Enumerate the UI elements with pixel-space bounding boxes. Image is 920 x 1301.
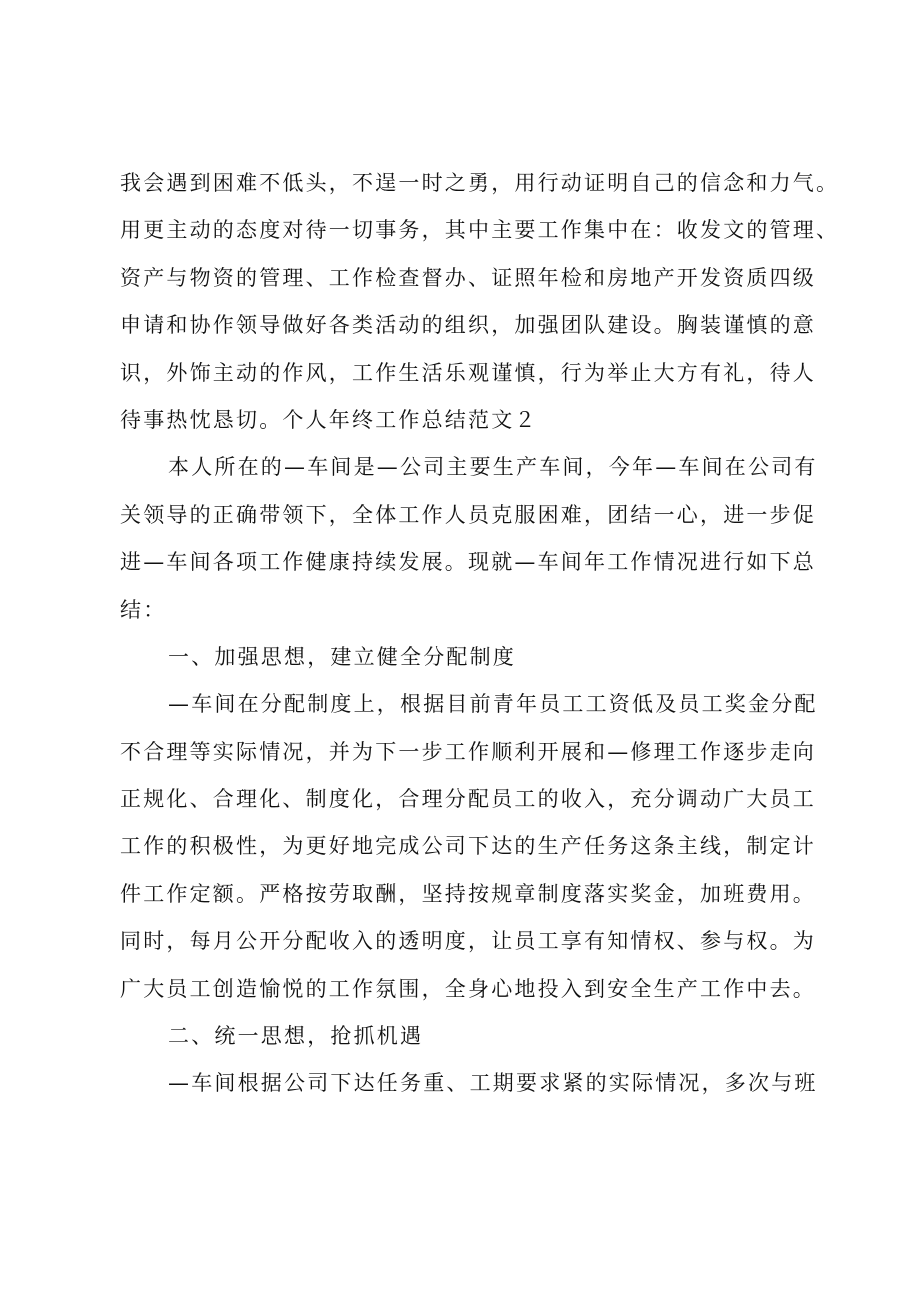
section-heading: 一、加强思想，建立健全分配制度: [168, 644, 516, 669]
text-line: 资产与物资的管理、工作检查督办、证照年检和房地产开发资质四级: [120, 265, 816, 290]
text-line: 进—车间各项工作健康持续发展。现就—车间年工作情况进行如下总: [120, 550, 816, 575]
text-line: 申请和协作领导做好各类活动的组织，加强团队建设。胸装谨慎的意: [120, 313, 816, 338]
text-line: 关领导的正确带领下，全体工作人员克服困难，团结一心，进一步促: [120, 502, 816, 527]
paragraph-start-line: —车间在分配制度上，根据目前青年员工工资低及员工奖金分配: [168, 692, 818, 717]
text-line: 同时，每月公开分配收入的透明度，让员工享有知情权、参与权。为: [120, 929, 816, 954]
paragraph-start-line: 本人所在的—车间是—公司主要生产车间，今年—车间在公司有: [168, 455, 818, 480]
text-line: 结：: [120, 597, 167, 622]
section-heading: 二、统一思想，抢抓机遇: [168, 1024, 424, 1049]
text-line: 件工作定额。严格按劳取酬，坚持按规章制度落实奖金，加班费用。: [120, 881, 816, 906]
document-body: [120, 160, 840, 1108]
text-line: 不合理等实际情况，并为下一步工作顺利开展和—修理工作逐步走向: [120, 739, 816, 764]
text-line: 用更主动的态度对待一切事务，其中主要工作集中在：收发文的管理、: [120, 218, 840, 243]
paragraph-start-line: —车间根据公司下达任务重、工期要求紧的实际情况，多次与班: [168, 1071, 818, 1096]
text-line: 识，外饰主动的作风，工作生活乐观谨慎，行为举止大方有礼，待人: [120, 360, 816, 385]
text-line: 待事热忱恳切。个人年终工作总结范文２: [120, 407, 538, 432]
text-line: 工作的积极性，为更好地完成公司下达的生产任务这条主线，制定计: [120, 834, 816, 859]
text-line: 广大员工创造愉悦的工作氛围，全身心地投入到安全生产工作中去。: [120, 976, 816, 1001]
text-line: 我会遇到困难不低头，不逞一时之勇，用行动证明自己的信念和力气。: [120, 171, 840, 195]
text-line: 正规化、合理化、制度化，合理分配员工的收入，充分调动广大员工: [120, 787, 816, 812]
